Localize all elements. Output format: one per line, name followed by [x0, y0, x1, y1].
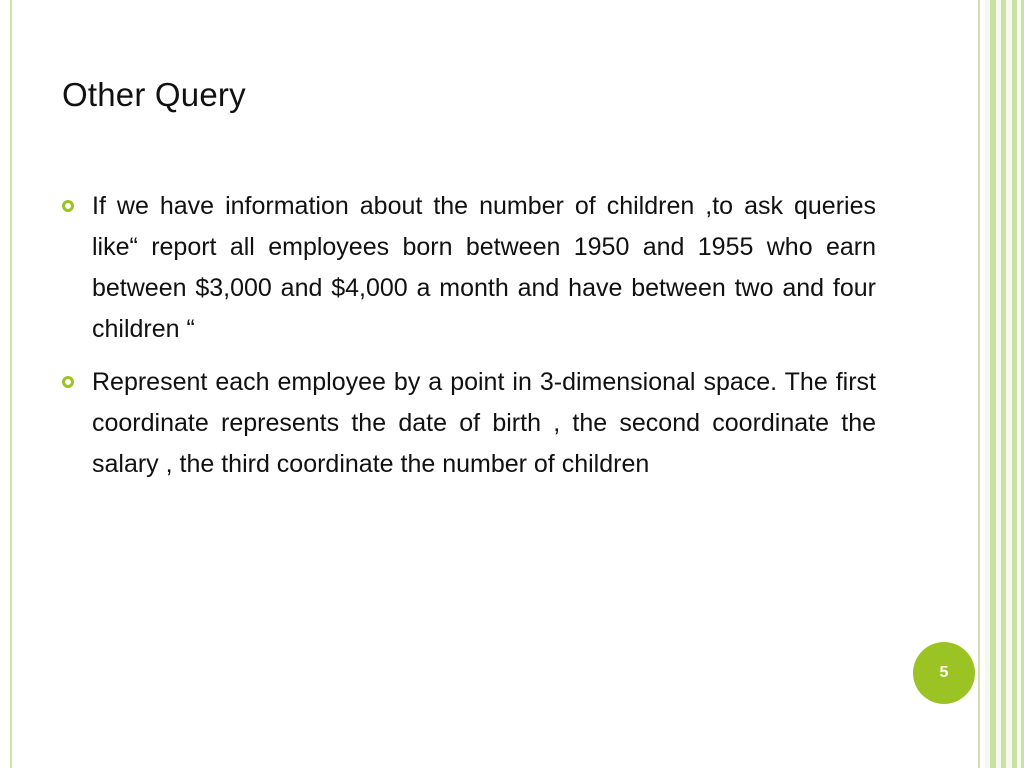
- left-border-line: [10, 0, 12, 768]
- bullet-item: [62, 362, 876, 485]
- bullet-text: If we have information about the number of children ,to ask queries like“ report all employees born between 1950 and 1955 who earn between $3,000 and $4,000 a month and have between two and four children “: [92, 192, 876, 343]
- bullet-list: [62, 186, 876, 497]
- right-border-line: [1001, 0, 1006, 768]
- page-number-badge: [913, 642, 975, 704]
- page-number: 5: [939, 664, 949, 681]
- bullet-ring-icon: [62, 200, 74, 212]
- right-border-line: [978, 0, 980, 768]
- bullet-ring-icon: [62, 376, 74, 388]
- bullet-item: [62, 186, 876, 350]
- right-border-line: [990, 0, 996, 768]
- right-border-line: [1012, 0, 1017, 768]
- bullet-text: Represent each employee by a point in 3-dimensional space. The first coordinate represents the date of birth , the second coordinate the salary , the third coordinate the number of children: [92, 368, 876, 478]
- slide-title: Other Query: [62, 76, 246, 113]
